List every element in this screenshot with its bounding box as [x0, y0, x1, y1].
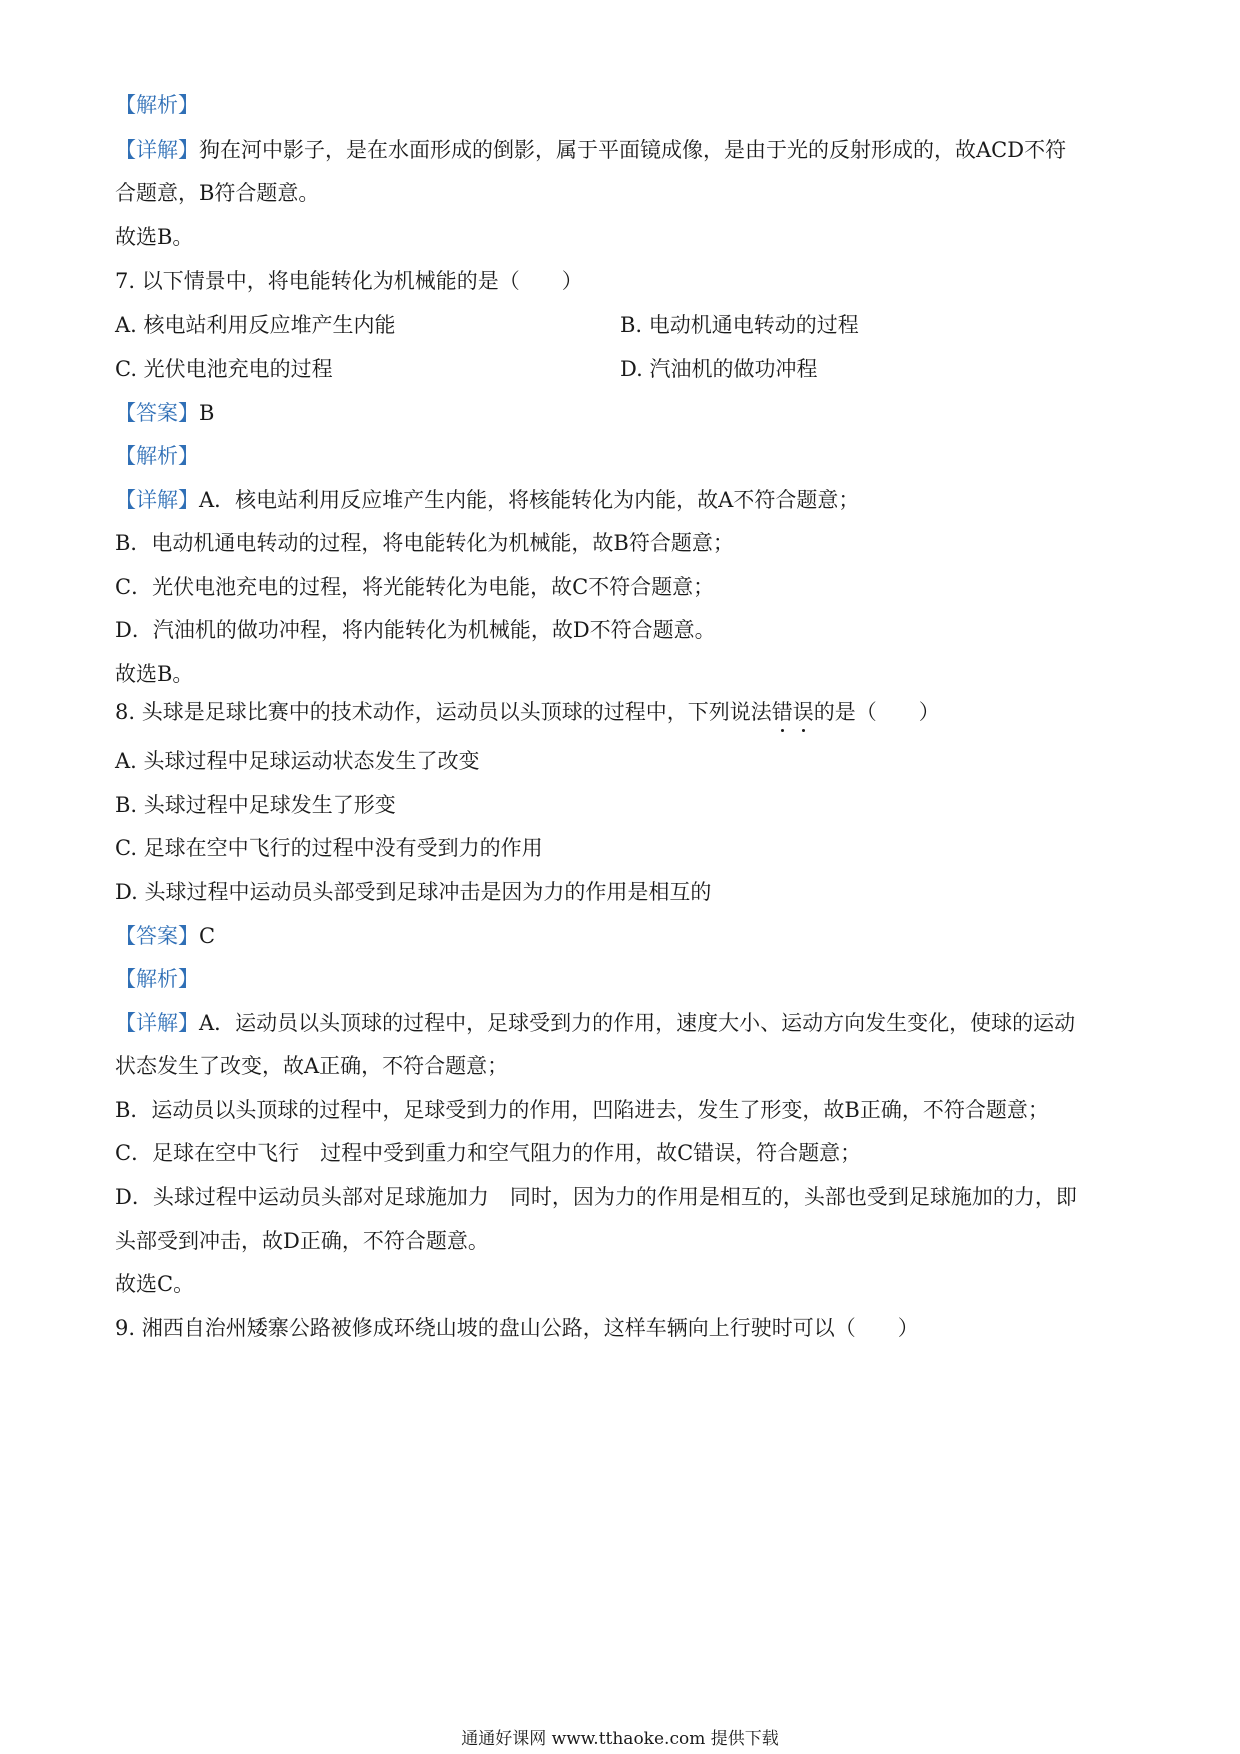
q6-detail-tag: 【详解】 — [115, 138, 199, 162]
q8-detail-text-1: A．运动员以头顶球的过程中，足球受到力的作用，速度大小、运动方向发生变化，使球的运动 — [199, 1011, 1076, 1035]
q7-analysis-tag: 【解析】 — [115, 444, 199, 468]
q7-detail-c: C．光伏电池充电的过程，将光能转化为电能，故C不符合题意； — [115, 575, 715, 599]
q8-conclusion: 故选C。 — [115, 1272, 195, 1296]
q8-detail-d-1: D．头球过程中运动员头部对足球施加力 同时，因为力的作用是相互的，头部也受到足球施加的力，即 — [115, 1185, 1077, 1209]
q8-detail-line-1 — [115, 1008, 1075, 1038]
q7-option-row-1 — [115, 310, 1125, 340]
q6-detail-line-1 — [115, 135, 1066, 165]
q8-detail-d-2: 头部受到冲击，故D正确，不符合题意。 — [115, 1229, 489, 1253]
q8-stem-post: 的是（ ） — [813, 700, 940, 724]
q7-detail-line-1 — [115, 485, 859, 515]
q6-detail-text-1: 狗在河中影子，是在水面形成的倒影，属于平面镜成像，是由于光的反射形成的，故ACD不符 — [199, 138, 1067, 162]
q8-option-c: C. 足球在空中飞行的过程中没有受到力的作用 — [115, 836, 543, 860]
q7-option-b: B. 电动机通电转动的过程 — [620, 313, 859, 337]
q8-detail-line-2: 状态发生了改变，故A正确，不符合题意； — [115, 1054, 509, 1078]
q8-option-a: A. 头球过程中足球运动状态发生了改变 — [115, 749, 480, 773]
q8-analysis-tag: 【解析】 — [115, 967, 199, 991]
q7-option-row-2 — [115, 354, 1125, 384]
q7-detail-d: D．汽油机的做功冲程，将内能转化为机械能，故D不符合题意。 — [115, 618, 716, 642]
q7-stem: 7. 以下情景中，将电能转化为机械能的是（ ） — [115, 269, 583, 293]
q6-detail-line-2: 合题意，B符合题意。 — [115, 181, 320, 205]
q8-answer-tag: 【答案】 — [115, 924, 199, 948]
q7-detail-tag: 【详解】 — [115, 488, 199, 512]
q7-answer-tag: 【答案】 — [115, 401, 199, 425]
q8-answer — [115, 921, 215, 951]
q7-option-d: D. 汽油机的做功冲程 — [620, 357, 818, 381]
q7-detail-b: B．电动机通电转动的过程，将电能转化为机械能，故B符合题意； — [115, 531, 734, 555]
page-footer: 通通好课网 www.tthaoke.com 提供下载 — [461, 1729, 779, 1749]
q8-stem-pre: 8. 头球是足球比赛中的技术动作，运动员以头顶球的过程中，下列说法 — [115, 700, 772, 724]
q7-option-c: C. 光伏电池充电的过程 — [115, 357, 333, 381]
q6-analysis-tag: 【解析】 — [115, 93, 199, 117]
q8-option-b: B. 头球过程中足球发生了形变 — [115, 793, 396, 817]
q8-detail-b: B．运动员以头顶球的过程中，足球受到力的作用，凹陷进去，发生了形变，故B正确，不符合题意； — [115, 1098, 1049, 1122]
q7-detail-text-1: A．核电站利用反应堆产生内能，将核能转化为内能，故A不符合题意； — [199, 488, 860, 512]
q8-stem — [115, 697, 940, 727]
q7-answer — [115, 398, 214, 428]
q8-stem-emphasis-1: 错 — [772, 697, 793, 727]
q7-conclusion: 故选B。 — [115, 662, 194, 686]
q7-answer-value: B — [199, 401, 215, 425]
q6-conclusion: 故选B。 — [115, 225, 194, 249]
q8-detail-tag: 【详解】 — [115, 1011, 199, 1035]
q8-detail-c: C．足球在空中飞行 过程中受到重力和空气阻力的作用，故C错误，符合题意； — [115, 1141, 862, 1165]
q8-answer-value: C — [199, 924, 216, 948]
q7-option-a: A. 核电站利用反应堆产生内能 — [115, 313, 396, 337]
q8-stem-emphasis-2: 误 — [793, 697, 814, 727]
q9-stem: 9. 湘西自治州矮寨公路被修成环绕山坡的盘山公路，这样车辆向上行驶时可以（ ） — [115, 1316, 919, 1340]
q8-option-d: D. 头球过程中运动员头部受到足球冲击是因为力的作用是相互的 — [115, 880, 712, 904]
